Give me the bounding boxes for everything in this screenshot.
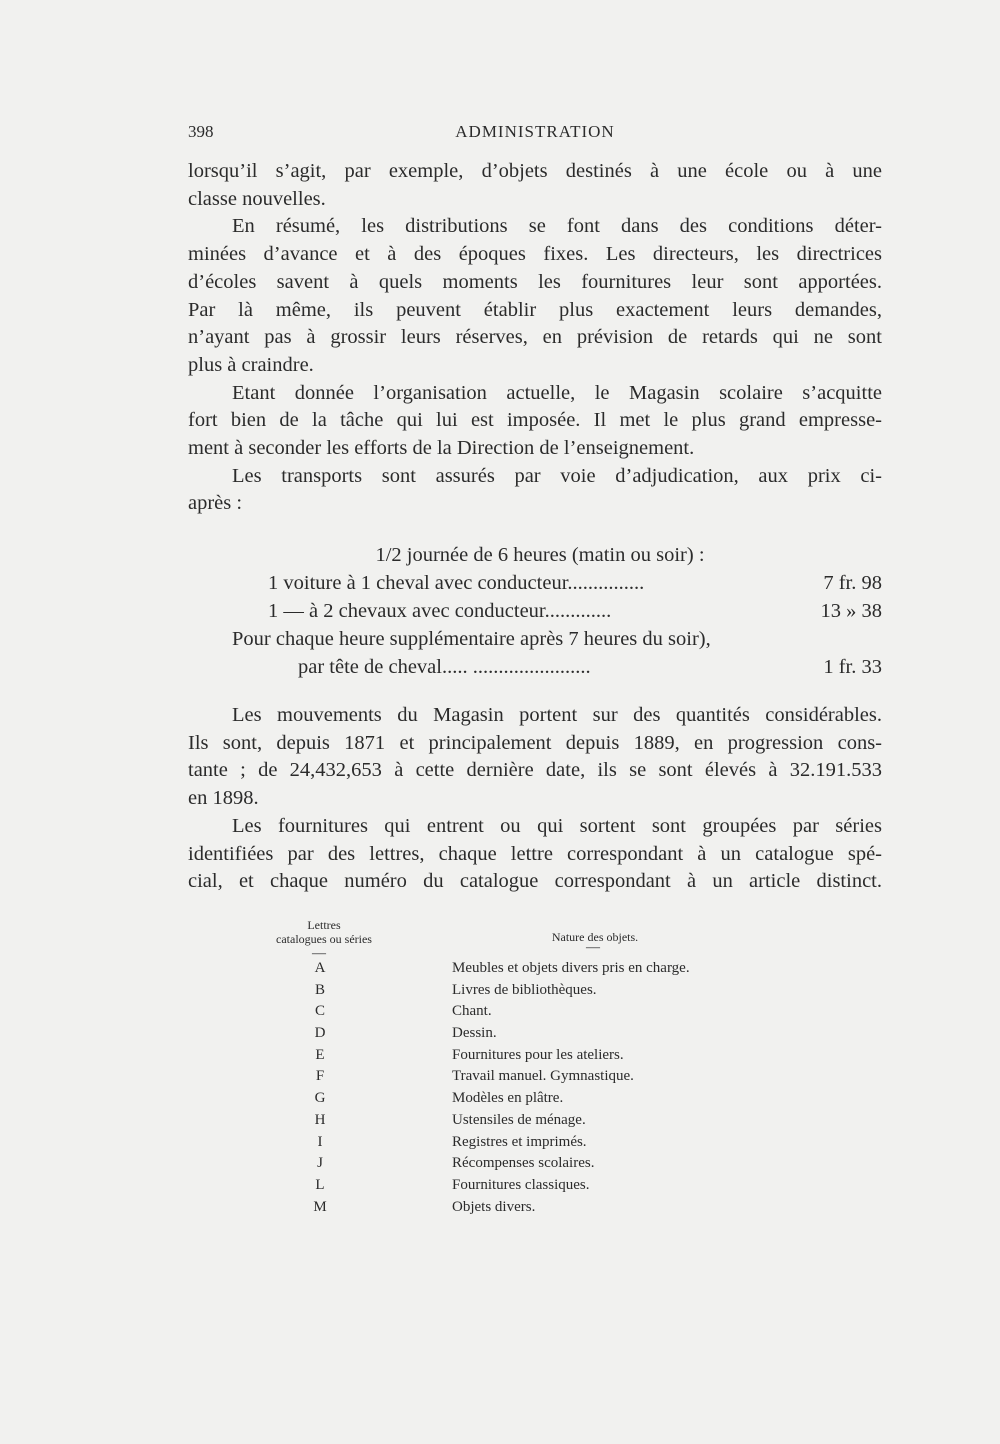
running-title: ADMINISTRATION [455, 122, 615, 141]
body-text-top [188, 158, 882, 518]
header-dash: — [312, 946, 326, 961]
rates-heading: 1/2 journée de 6 heures (matin ou soir) : [375, 544, 705, 566]
catalogue-letter: J [317, 1155, 323, 1172]
catalogue-nature: Dessin. [452, 1025, 497, 1042]
catalogue-natures [452, 958, 852, 1218]
catalogue-header-nature: Nature des objets. [551, 930, 639, 944]
catalogue-nature: Livres de bibliothèques. [452, 981, 597, 998]
catalogue-nature: Chant. [452, 1003, 492, 1020]
catalogue-header-line: Lettres [307, 918, 341, 932]
paragraph-line: lorsqu’il s’agit, par exemple, d’objets destinés à une école ou à une [188, 160, 882, 182]
catalogue-letters [300, 958, 340, 1218]
paragraph-line: plus à craindre. [188, 353, 314, 376]
rate-row [188, 653, 882, 681]
rate-value: 13 » 38 [820, 600, 882, 622]
paragraph-line: n’ayant pas à grossir leurs réserves, en prévision de retards qui ne sont [188, 326, 882, 349]
catalogue-letter: B [314, 981, 325, 998]
rate-label: par tête de cheval..... ....................... [298, 656, 591, 678]
catalogue-letter: M [313, 1198, 327, 1215]
page-header [188, 122, 882, 148]
paragraph-line: après : [188, 492, 243, 515]
catalogue-letter: D [314, 1025, 326, 1042]
paragraph-line: identifiées par des lettres, chaque lettre correspondant à un catalogue spé- [188, 842, 882, 865]
catalogue-nature: Objets divers. [452, 1198, 536, 1215]
transport-rates [188, 541, 882, 681]
paragraph-line: Par là même, ils peuvent établir plus exactement leurs demandes, [188, 298, 882, 321]
catalogue-nature: Travail manuel. Gymnastique. [452, 1068, 634, 1085]
paragraph-line: ment à seconder les efforts de la Direction de l’enseignement. [188, 437, 695, 460]
catalogue-letter: A [314, 960, 326, 976]
catalogue-nature: Registres et imprimés. [452, 1133, 587, 1150]
paragraph-line: Ils sont, depuis 1871 et principalement depuis 1889, en progression cons- [188, 731, 882, 754]
catalogue-letter: C [314, 1003, 325, 1020]
rate-value: 1 fr. 33 [823, 656, 882, 678]
rate-label: 1 voiture à 1 cheval avec conducteur............... [268, 572, 645, 594]
paragraph-line: En résumé, les distributions se font dans des conditions déter- [232, 215, 882, 238]
paragraph-line: Etant donnée l’organisation actuelle, le Magasin scolaire s’acquitte [232, 381, 882, 404]
catalogue-letter: I [317, 1133, 323, 1150]
rate-value: 7 fr. 98 [823, 572, 882, 594]
catalogue-nature: Fournitures pour les ateliers. [452, 1046, 624, 1063]
page-number: 398 [188, 122, 214, 141]
paragraph-line: Les transports sont assurés par voie d’adjudication, aux prix ci- [232, 464, 882, 487]
body-text-bottom [188, 702, 882, 896]
catalogue-letter: H [314, 1111, 326, 1128]
paragraph-line: classe nouvelles. [188, 187, 326, 210]
catalogue-letter: E [315, 1046, 325, 1063]
paragraph-line: cial, et chaque numéro du catalogue correspondant à un article distinct. [188, 870, 882, 893]
catalogue-nature: Meubles et objets divers pris en charge. [452, 960, 690, 976]
paragraph-line: Les mouvements du Magasin portent sur des quantités considérables. [232, 704, 882, 726]
catalogue-nature: Ustensiles de ménage. [452, 1111, 586, 1128]
rate-note: Pour chaque heure supplémentaire après 7 heures du soir), [232, 628, 711, 650]
catalogue-header-line: catalogues ou séries [276, 932, 372, 946]
catalogue-letter: G [314, 1090, 326, 1107]
catalogue-letter: L [315, 1176, 325, 1193]
catalogue-letter: F [315, 1068, 325, 1085]
rate-row [188, 569, 882, 597]
rate-label: 1 — à 2 chevaux avec conducteur............. [268, 600, 612, 622]
paragraph-line: fort bien de la tâche qui lui est imposée. Il met le plus grand empresse- [188, 409, 882, 432]
rate-row [188, 597, 882, 625]
catalogue-nature: Fournitures classiques. [452, 1176, 590, 1193]
header-dash: — [586, 940, 600, 955]
catalogue-nature: Modèles en plâtre. [452, 1090, 564, 1107]
paragraph-line: en 1898. [188, 787, 259, 810]
catalogue-nature: Récompenses scolaires. [452, 1155, 595, 1172]
paragraph-line: Les fournitures qui entrent ou qui sortent sont groupées par séries [232, 814, 882, 837]
paragraph-line: tante ; de 24,432,653 à cette dernière date, ils se sont élevés à 32.191.533 [188, 759, 882, 782]
paragraph-line: d’écoles savent à quels moments les fournitures leur sont apportées. [188, 270, 882, 293]
catalogue-header-letters [262, 918, 386, 946]
paragraph-line: minées d’avance et à des époques fixes. Les directeurs, les directrices [188, 243, 882, 266]
